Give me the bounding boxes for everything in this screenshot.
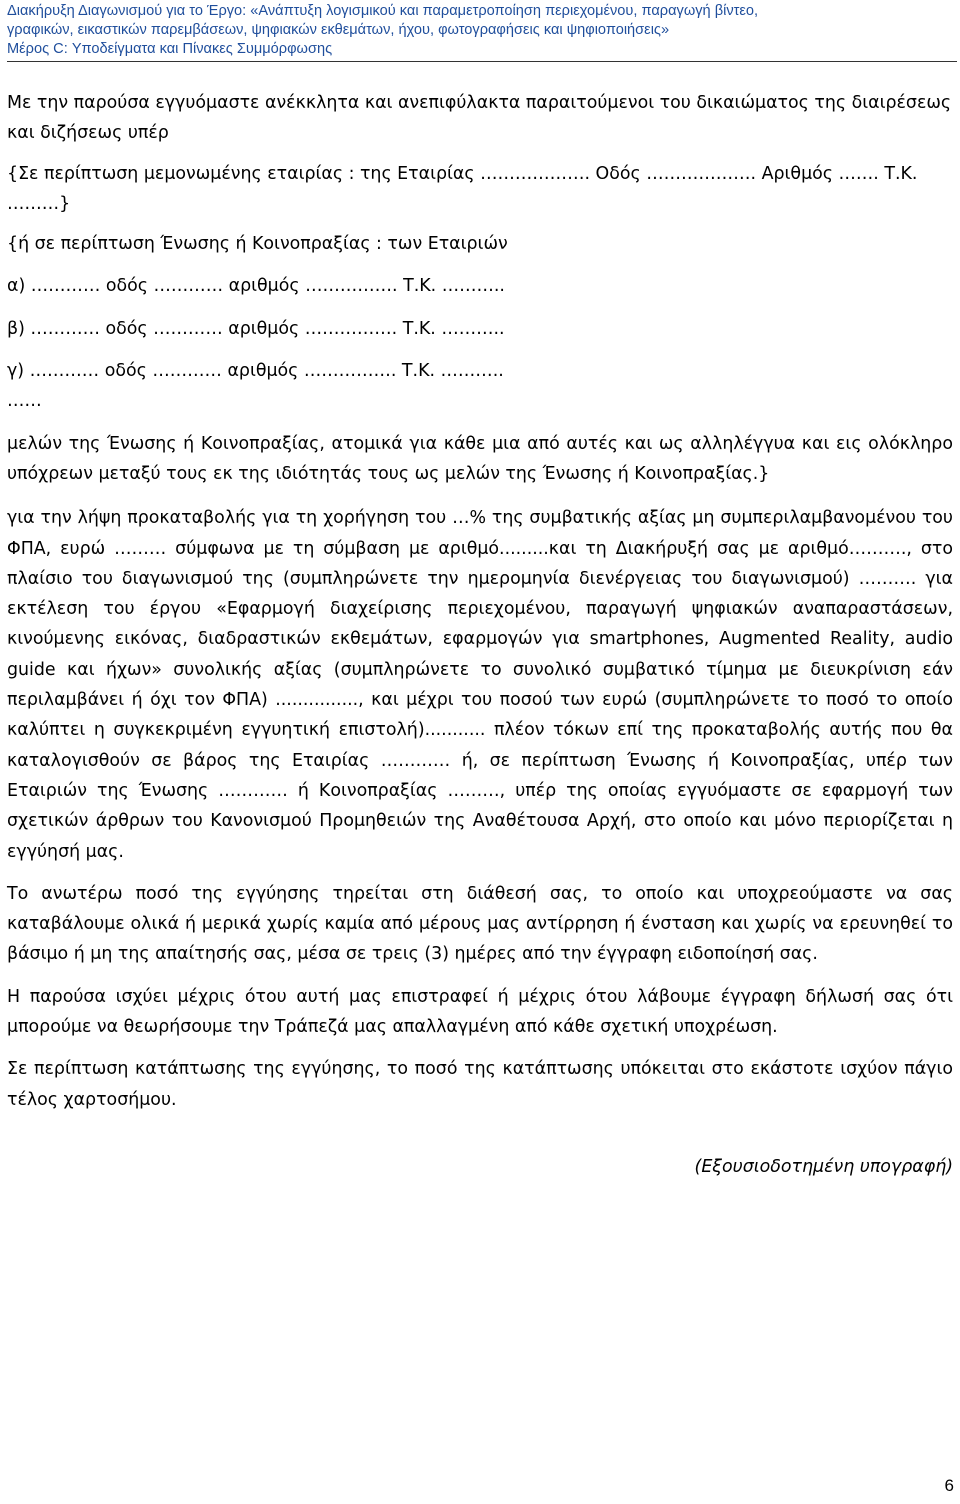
header-line-1: Διακήρυξη Διαγωνισμού για το Έργο: «Ανάπτυξη λογισμικού και παραμετροποίηση περιεχομένου, παραγωγή βίντεο, — [7, 3, 759, 19]
availability-paragraph: Το ανωτέρω ποσό της εγγύησης τηρείται στη διάθεσή σας, το οποίο και υποχρεούμαστε να σας καταβάλουμε ολικά ή μερικά χωρίς καμία από μέρους μας αντίρρηση ή ένσταση και χωρίς να ερευνηθεί το βάσιμο ή μη της απαίτησής σας, μέσα σε τρεις (3) ημέρες από την έγγραφη ειδοποίησή σας. — [7, 883, 953, 965]
union-intro-line: {ή σε περίπτωση Ένωσης ή Κοινοπραξίας : των Εταιριών — [7, 234, 508, 255]
header-divider — [7, 61, 957, 62]
document-header — [7, 2, 957, 59]
member-a-line: α) ………… οδός ………… αριθμός ……………. Τ.Κ. ……….. — [7, 276, 505, 297]
ellipsis-line: …… — [7, 391, 42, 412]
member-b-line: β) ………… οδός ………… αριθμός ……………. Τ.Κ. ……….. — [7, 318, 505, 339]
stamp-fee-paragraph: Σε περίπτωση κατάπτωσης της εγγύησης, το ποσό της κατάπτωσης υπόκειται στο εκάστοτε ισχύον πάγιο τέλος χαρτοσήμου. — [7, 1059, 953, 1110]
members-paragraph: μελών της Ένωσης ή Κοινοπραξίας, ατομικά για κάθε μια από αυτές και ως αλληλέγγυα και εις ολόκληρο υπόχρεων μεταξύ τους εκ της ιδιότητάς τους ως μελών της Ένωσης ή Κοινοπραξίας.} — [7, 433, 953, 484]
document-body — [7, 88, 953, 1182]
header-line-2: γραφικών, εικαστικών παρεμβάσεων, ψηφιακών εκθεμάτων, ήχου, φωτογραφήσεις και ψηφιοποιήσεις» — [7, 22, 670, 38]
intro-paragraph: Με την παρούσα εγγυόμαστε ανέκκλητα και ανεπιφύλακτα παραιτούμενοι του δικαιώματος της διαιρέσεως και διζήσεως υπέρ — [7, 93, 952, 144]
member-c-line: γ) ………… οδός ………… αριθμός ……………. Τ.Κ. ……….. — [7, 361, 504, 382]
single-company-paragraph: {Σε περίπτωση μεμονωμένης εταιρίας : της Εταιρίας ………………. Οδός ………………. Αριθμός ……. Τ.Κ. ………} — [7, 163, 918, 214]
header-line-3: Μέρος C: Υποδείγματα και Πίνακες Συμμόρφωσης — [7, 41, 333, 57]
main-paragraph: για την λήψη προκαταβολής για τη χορήγηση του …% της συμβατικής αξίας μη συμπεριλαμβανομένου του ΦΠΑ, ευρώ ……… σύμφωνα με τη σύμβαση με αριθμό.........και τη Διακήρυξή σας με αριθμό………., στο πλαίσιο του διαγωνισμού της (συμπληρώνετε την ημερομηνία διενέργειας του διαγωνισμού) ………. για εκτέλεση του έργου «Εφαρμογή διαχείρισης περιεχομένου, παραγωγή ψηφιακών αναπαραστάσεων, κινούμενης εικόνας, διαδραστικών εκθεμάτων, εφαρμογών για smartphones, Augmented Reality, audio guide και ήχων» συνολικής αξίας (συμπληρώνετε το συνολικό συμβατικό τίμημα με διευκρίνιση εάν περιλαμβάνει ή όχι τον ΦΠΑ) ..............., και μέχρι του ποσού των ευρώ (συμπληρώνετε το ποσό το οποίο καλύπτει η συγκεκριμένη εγγυητική επιστολή)........... πλέον τόκων επί της προκαταβολής αυτής που θα καταλογισθούν σε βάρος της Εταιρίας ………… ή, σε περίπτωση Ένωσης ή Κοινοπραξίας, υπέρ των Εταιριών της Ένωσης ………… ή Κοινοπραξίας ………, υπέρ της οποίας εγγυόμαστε σε εφαρμογή των σχετικών άρθρων του Κανονισμού Προμηθειών της Αναθέτουσα Αρχή, στο οποίο και μόνο περιορίζεται η εγγύησή μας. — [7, 508, 953, 862]
page-number: 6 — [944, 1476, 954, 1495]
authorized-signature: (Εξουσιοδοτημένη υπογραφή) — [694, 1156, 953, 1177]
validity-paragraph: Η παρούσα ισχύει μέχρις ότου αυτή μας επιστραφεί ή μέχρις ότου λάβουμε έγγραφη δήλωσή σας ότι μπορούμε να θεωρήσουμε την Τράπεζά μας απαλλαγμένη από κάθε σχετική υποχρέωση. — [7, 986, 953, 1038]
